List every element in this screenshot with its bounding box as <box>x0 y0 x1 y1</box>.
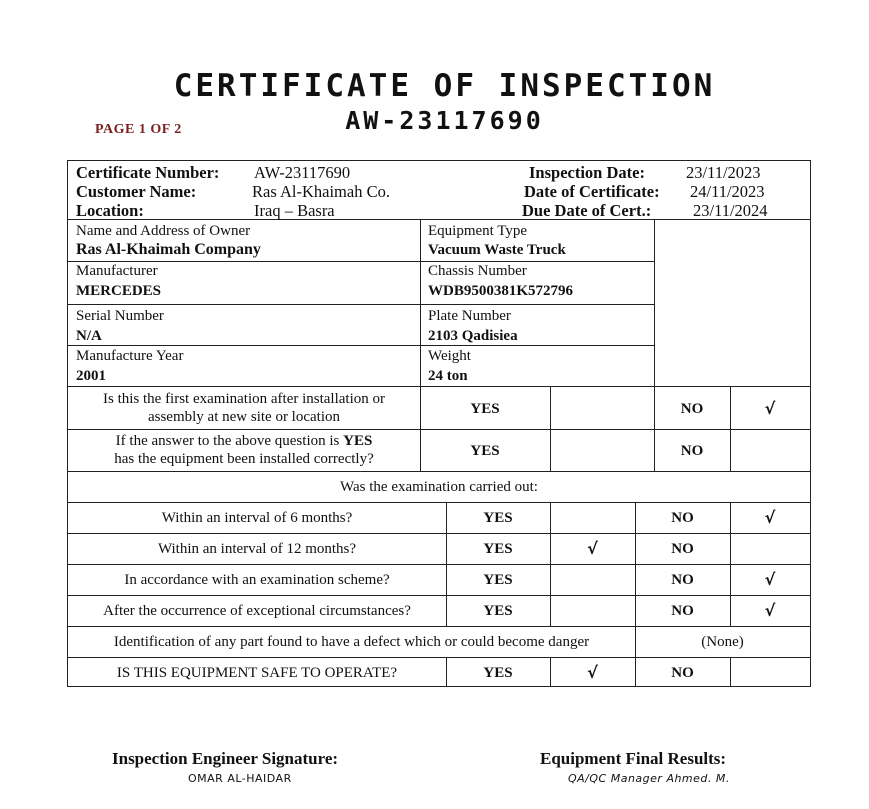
manufacturer-value: MERCEDES <box>76 283 162 299</box>
plate-label: Plate Number <box>428 308 511 324</box>
question-12-months: Within an interval of 12 months? <box>157 541 357 557</box>
manufacture-year-label: Manufacture Year <box>76 348 184 364</box>
inspection-date-label: Inspection Date: <box>529 163 645 182</box>
cert-number-label: Certificate Number: <box>76 163 220 182</box>
question-installed-correctly: If the answer to the above question is YES has the equipment been installed correctly? <box>114 433 374 467</box>
first-exam-no-check: √ <box>764 399 776 418</box>
date-of-cert-label: Date of Certificate: <box>524 182 660 201</box>
12-months-no: NO <box>671 541 694 557</box>
examination-heading: Was the examination carried out: <box>340 479 538 495</box>
defect-answer: (None) <box>701 634 744 650</box>
first-exam-yes: YES <box>470 401 500 417</box>
manufacturer-label: Manufacturer <box>76 263 158 279</box>
exceptional-yes: YES <box>483 603 513 619</box>
engineer-signature-label: Inspection Engineer Signature: <box>112 749 339 768</box>
owner-label: Name and Address of Owner <box>76 223 251 239</box>
owner-value: Ras Al-Khaimah Company <box>76 241 261 258</box>
final-results-name: QA/QC Manager Ahmed. M. <box>568 772 730 785</box>
location-label: Location: <box>76 201 144 220</box>
document-title: CERTIFICATE OF INSPECTION <box>173 68 716 104</box>
exam-scheme-yes: YES <box>483 572 513 588</box>
cert-number-value: AW-23117690 <box>254 163 351 182</box>
page-indicator: PAGE 1 OF 2 <box>95 122 182 137</box>
date-of-cert-value: 24/11/2023 <box>690 182 765 201</box>
question-defect: Identification of any part found to have a defect which or could become danger <box>113 634 590 650</box>
customer-value: Ras Al-Khaimah Co. <box>252 182 390 201</box>
question-exceptional: After the occurrence of exceptional circumstances? <box>103 603 411 619</box>
serial-label: Serial Number <box>76 308 164 324</box>
engineer-signature-name: OMAR AL-HAIDAR <box>188 772 292 785</box>
12-months-yes-check: √ <box>587 539 598 558</box>
question-exam-scheme: In accordance with an examination scheme? <box>124 572 390 588</box>
exam-scheme-no: NO <box>671 572 694 588</box>
installed-no: NO <box>680 443 704 459</box>
due-date-label: Due Date of Cert.: <box>522 201 652 220</box>
installed-yes: YES <box>470 443 500 459</box>
weight-value: 24 ton <box>428 368 468 384</box>
manufacture-year-value: 2001 <box>76 368 106 384</box>
equipment-type-value: Vacuum Waste Truck <box>428 242 566 258</box>
certificate-code: AW-23117690 <box>345 106 544 135</box>
6-months-yes: YES <box>483 510 513 526</box>
exceptional-no: NO <box>671 603 694 619</box>
6-months-no-check: √ <box>764 508 776 527</box>
customer-label: Customer Name: <box>76 182 197 201</box>
question-first-exam: Is this the first examination after installation or assembly at new site or location <box>102 391 385 425</box>
question-safe: IS THIS EQUIPMENT SAFE TO OPERATE? <box>116 665 398 681</box>
chassis-label: Chassis Number <box>428 263 527 279</box>
chassis-value: WDB9500381K572796 <box>428 283 574 299</box>
location-value: Iraq – Basra <box>254 201 335 220</box>
safe-yes: YES <box>483 665 513 681</box>
first-exam-no: NO <box>680 401 704 417</box>
due-date-value: 23/11/2024 <box>693 201 768 220</box>
inspection-date-value: 23/11/2023 <box>686 163 761 182</box>
inspection-table <box>67 160 811 687</box>
6-months-no: NO <box>671 510 694 526</box>
exceptional-no-check: √ <box>764 601 776 620</box>
safe-no: NO <box>671 665 694 681</box>
plate-value: 2103 Qadisiea <box>428 328 518 344</box>
question-6-months: Within an interval of 6 months? <box>161 510 353 526</box>
weight-label: Weight <box>428 348 471 364</box>
serial-value: N/A <box>76 328 102 344</box>
safe-yes-check: √ <box>587 663 598 682</box>
12-months-yes: YES <box>483 541 513 557</box>
exam-scheme-no-check: √ <box>764 570 776 589</box>
final-results-label: Equipment Final Results: <box>540 749 727 768</box>
equipment-type-label: Equipment Type <box>428 223 528 239</box>
